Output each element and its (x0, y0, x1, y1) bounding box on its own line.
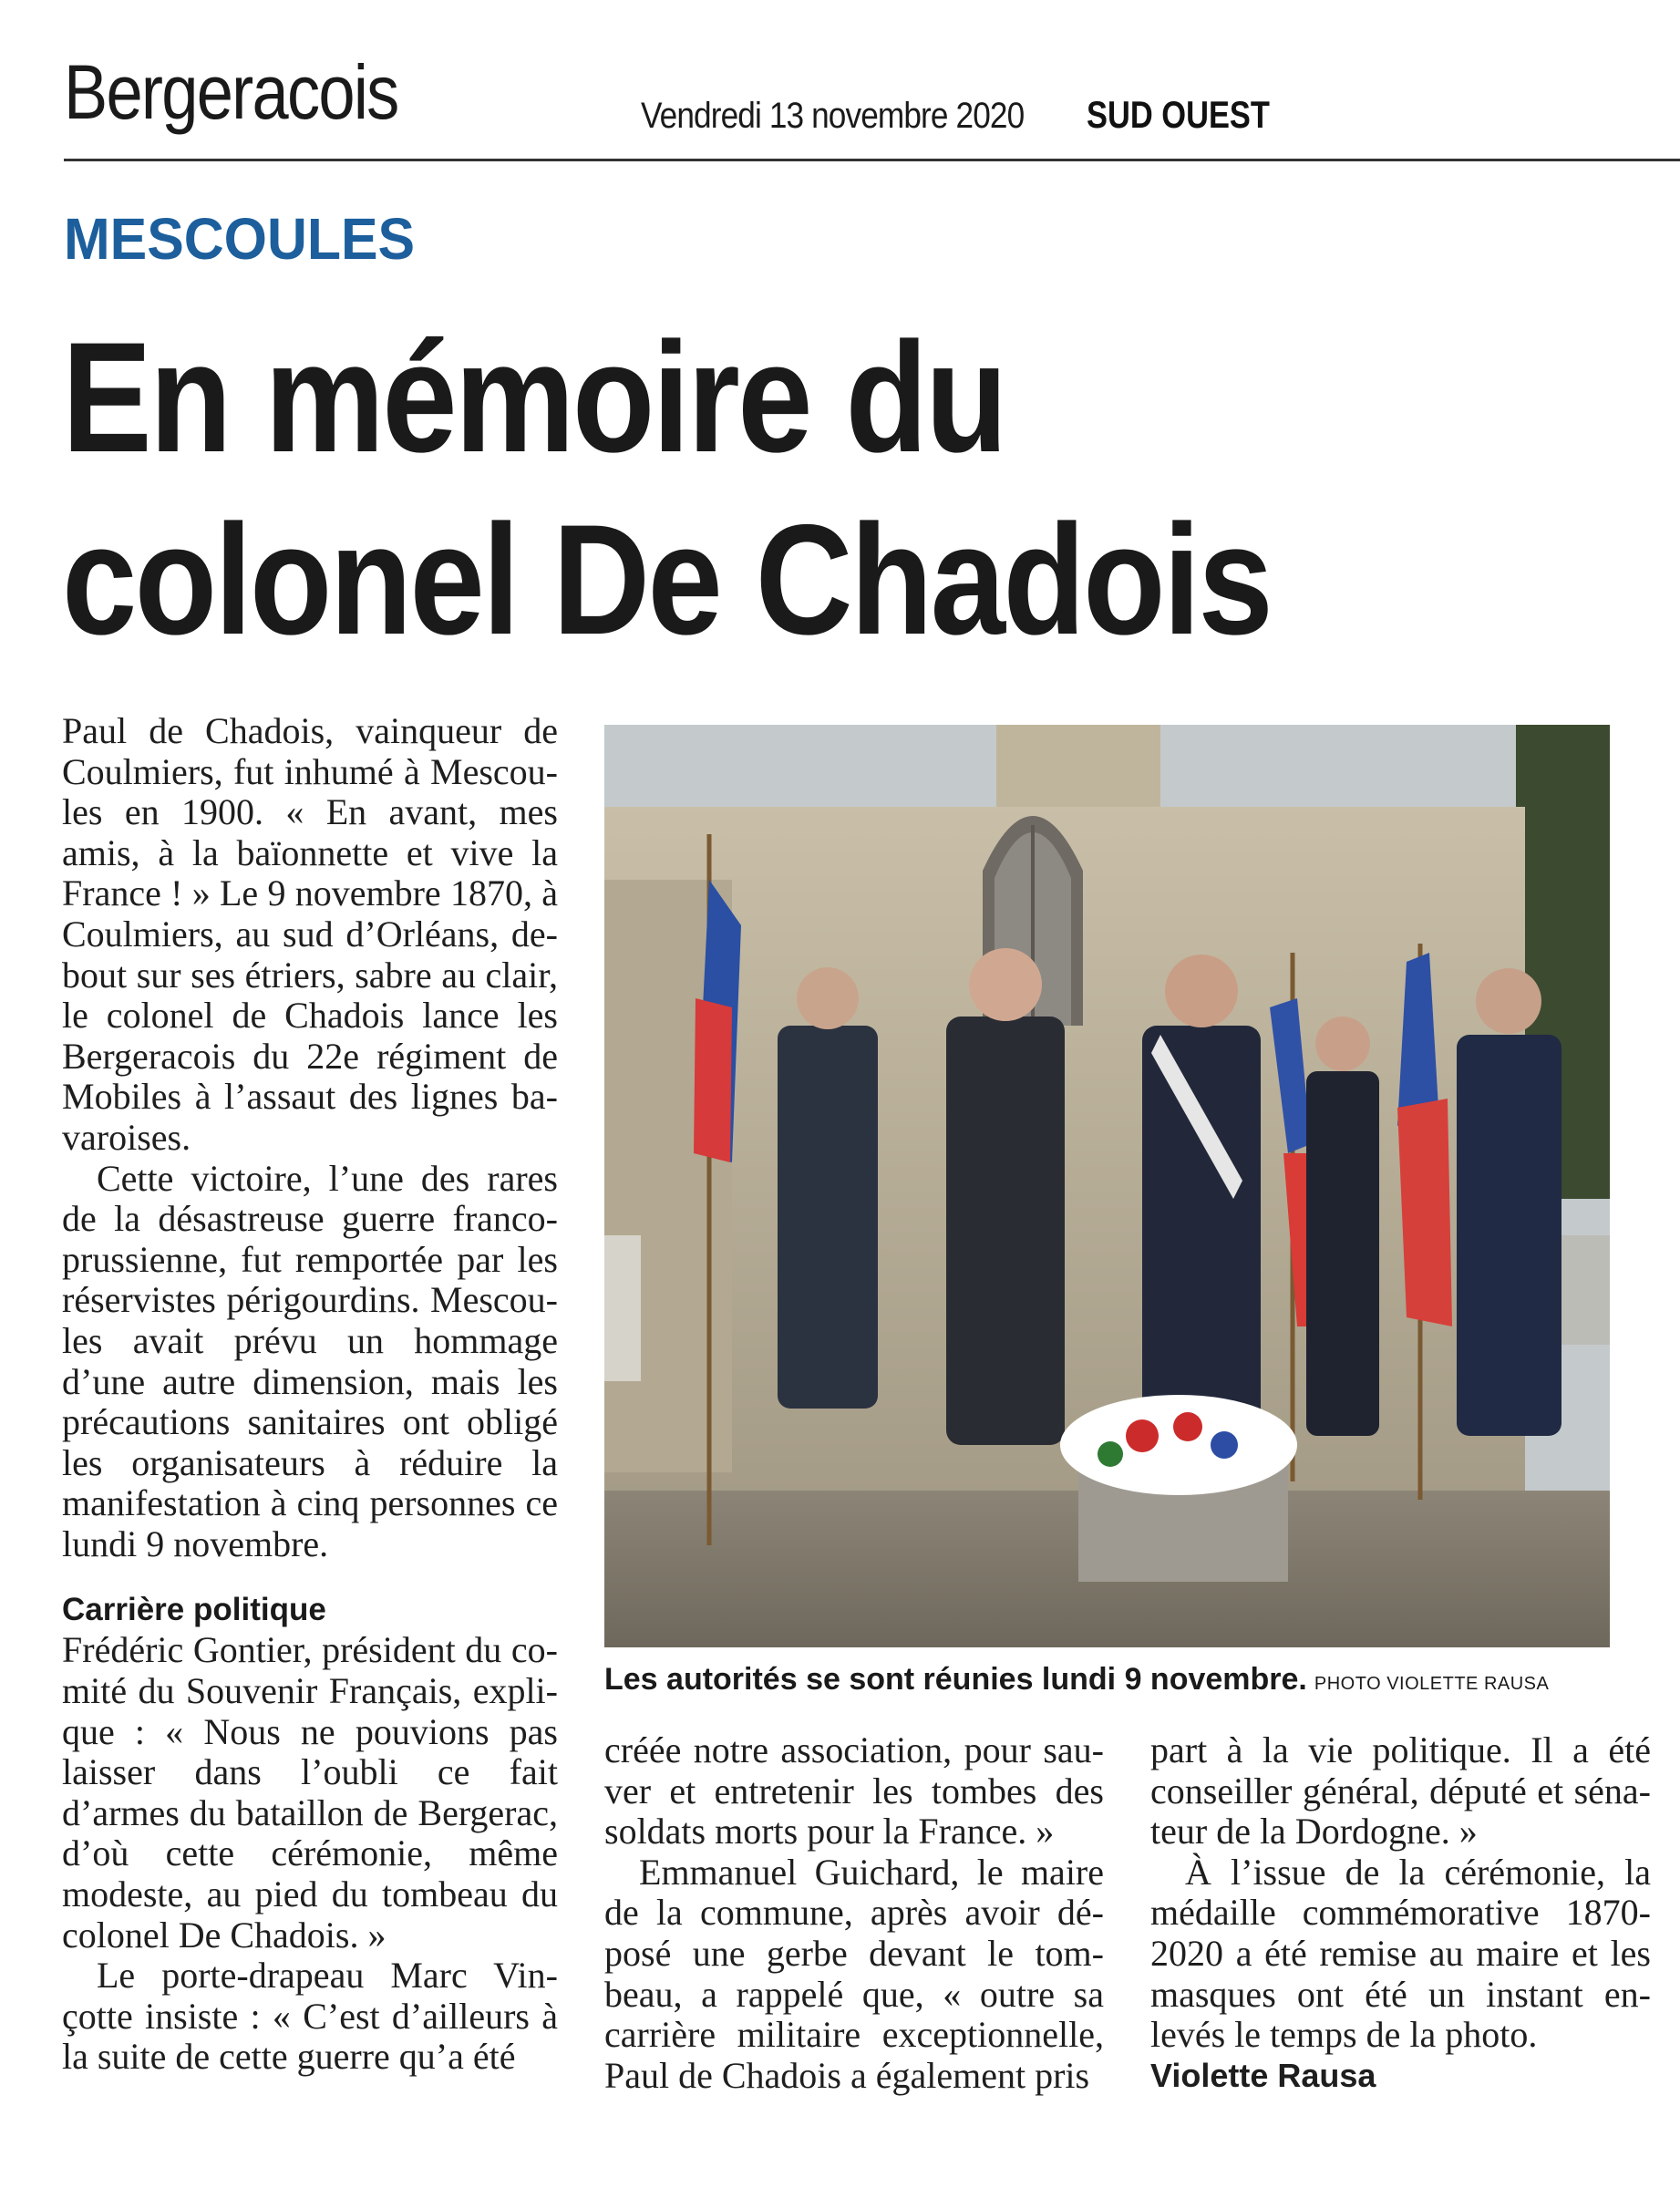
location-kicker: MESCOULES (64, 206, 416, 272)
issue-date: Vendredi 13 novembre 2020 (641, 96, 1025, 136)
paragraph-intro: Paul de Chadois, vainqueur de Coulmiers, fut inhumé à Mescoules en 1900. « En avant, mes amis, à la baïonnette et vive la France ! » Le 9 novembre 1870, à Coulmiers, au sud d’Orléans, debout sur ses étriers, sabre au clair, le colonel de Chadois lance les Bergeracois du 22e régiment de Mobiles à l’assaut des lignes bavaroises. (62, 710, 558, 1158)
paragraph-association: créée notre association, pour sauver et entretenir les tombes des soldats morts pour la France. » (604, 1729, 1104, 1853)
paragraph-guichard: Emmanuel Guichard, le maire de la commune, après avoir déposé une gerbe devant le tombeau, a rappelé que, « outre sa carrière militaire exceptionnelle, Paul de Chadois a également pris (604, 1851, 1104, 2096)
paragraph-vincotte: Le porte-drapeau Marc Vinçotte insiste : « C’est d’ailleurs à la suite de cette guerre qu’a été (62, 1955, 558, 2078)
header-rule (64, 159, 1680, 161)
headline-line-1: En mémoire du (62, 310, 1005, 485)
byline: Violette Rausa (1150, 2056, 1376, 2094)
subheading: Carrière politique (62, 1592, 326, 1628)
ceremony-photo (604, 725, 1610, 1647)
headline (62, 306, 1271, 671)
headline-line-2: colonel De Chadois (62, 492, 1272, 667)
section-title: Bergeracois (64, 49, 398, 135)
photo-credit: PHOTO VIOLETTE RAUSA (1314, 1674, 1550, 1694)
article-column-2 (604, 1730, 1104, 2096)
caption-text: Les autorités se sont réunies lundi 9 novembre. (604, 1662, 1307, 1697)
paragraph-politics: part à la vie politique. Il a été conseiller général, député et sénateur de la Dordogne. » (1150, 1729, 1651, 1853)
article-column-1 (62, 711, 558, 2078)
photo-caption (604, 1659, 1549, 1704)
paragraph-medal: À l’issue de la cérémonie, la médaille commémorative 1870-2020 a été remise au maire et les masques ont été un instant enlevés le temps de la photo. (1150, 1851, 1651, 2056)
paragraph-gontier: Frédéric Gontier, président du comité du Souvenir Français, explique : « Nous ne pouvions pas laisser dans l’oubli ce fait d’armes du bataillon de Bergerac, d’où cette cérémonie, même modeste, au pied du tombeau du colonel De Chadois. » (62, 1629, 558, 1956)
article-column-3 (1150, 1730, 1651, 2096)
paragraph-victory: Cette victoire, l’une des rares de la désastreuse guerre franco-prussienne, fut remportée par les réservistes périgourdins. Mescoules avait prévu un hommage d’une autre dimension, mais les précautions sanitaires ont obligé les organisateurs à réduire la manifestation à cinq personnes ce lundi 9 novembre. (62, 1157, 558, 1564)
newspaper-name: SUD OUEST (1087, 93, 1270, 136)
ceremony-photo-illustration (604, 725, 1610, 1647)
